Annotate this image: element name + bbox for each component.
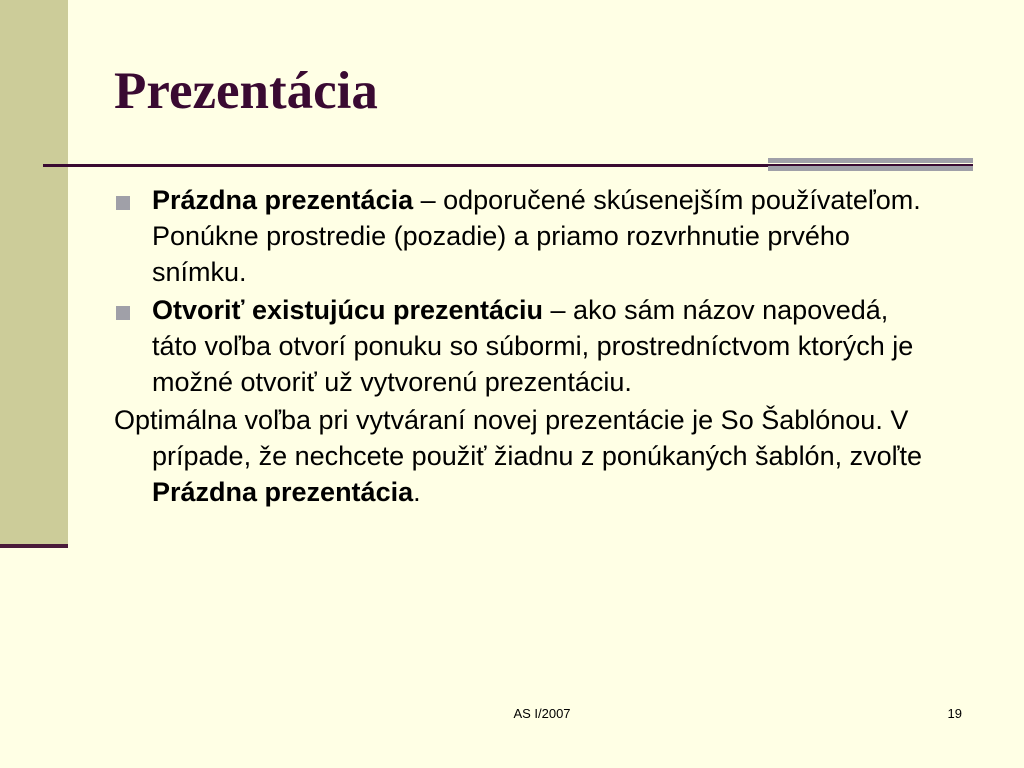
accent-bar <box>768 158 973 163</box>
slide-body <box>114 182 934 510</box>
square-bullet-icon <box>116 196 130 210</box>
bullet-bold-text: Otvoriť existujúcu prezentáciu <box>152 295 544 325</box>
paragraph-end: . <box>413 477 421 507</box>
bullet-item <box>114 182 934 290</box>
footer-label: AS I/2007 <box>513 706 571 721</box>
paragraph-bold-text: Prázdna prezentácia <box>152 477 414 507</box>
left-decorative-band <box>0 0 68 545</box>
left-band-underline <box>0 544 68 548</box>
paragraph-text: Optimálna voľba pri vytváraní novej prezentácie je So Šablónou. V prípade, že nechcete použiť žiadnu z ponúkaných šablón, zvoľte <box>114 405 923 471</box>
bullet-bold-text: Prázdna prezentácia <box>152 185 414 215</box>
square-bullet-icon <box>116 306 130 320</box>
bullet-text: – ako sám názov napovedá, táto voľba otvorí ponuku so súbormi, prostredníctvom ktorých je možné otvoriť už vytvorenú prezentáciu. <box>152 295 914 397</box>
accent-bar <box>768 166 973 171</box>
slide-title: Prezentácia <box>114 62 378 120</box>
title-accent-bars <box>768 158 973 174</box>
bullet-text: – odporučené skúsenejším používateľom. Ponúkne prostredie (pozadie) a priamo rozvrhnutie prvého snímku. <box>152 185 921 287</box>
bullet-item <box>114 292 934 400</box>
page-number: 19 <box>947 706 962 721</box>
body-paragraph <box>114 402 934 510</box>
